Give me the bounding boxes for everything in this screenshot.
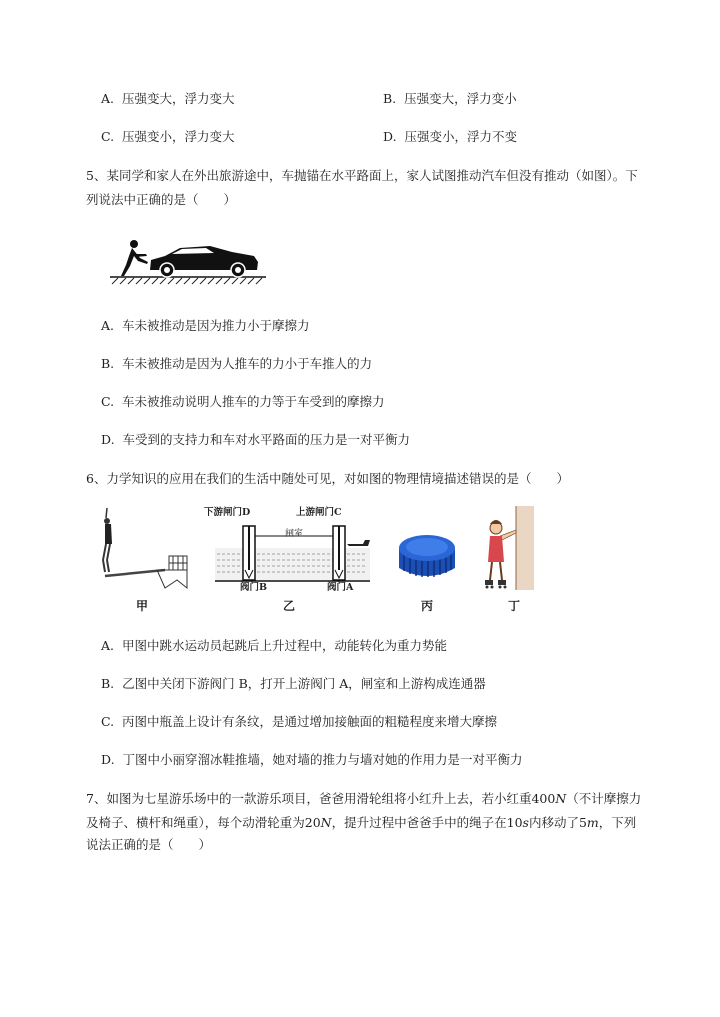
q6-option-c: C. 丙图中瓶盖上设计有条纹，是通过增加接触面的粗糙程度来增大摩擦 [101, 714, 498, 729]
car-push-figure [110, 236, 268, 290]
q6-option-a: A. 甲图中跳水运动员起跳后上升过程中，动能转化为重力势能 [101, 638, 447, 653]
q5-option-c: C. 车未被推动说明人推车的力等于车受到的摩擦力 [101, 394, 385, 409]
q5-option-a: A. 车未被推动是因为推力小于摩擦力 [101, 318, 310, 333]
q5-option-b: B. 车未被推动是因为人推车的力小于车推人的力 [101, 356, 373, 371]
q4-option-c: C. 压强变小，浮力变大 [101, 129, 235, 144]
label-chamber: 闸室 [285, 529, 304, 539]
q7-distance: 5 [578, 815, 587, 830]
caption-yi: 乙 [283, 599, 296, 613]
q6-option-b: B. 乙图中关闭下游阀门 B，打开上游阀门 A，闸室和上游构成连通器 [101, 676, 486, 691]
caption-jia: 甲 [136, 599, 149, 613]
q7-stem-line3: 说法正确的是（ ） [86, 837, 212, 852]
diver-figure [95, 508, 195, 590]
q5-option-d: D. 车受到的支持力和车对水平路面的压力是一对平衡力 [101, 432, 411, 447]
q6-option-d: D. 丁图中小丽穿溜冰鞋推墙，她对墙的推力与墙对她的作用力是一对平衡力 [101, 752, 523, 767]
q5-stem-line1: 5、某同学和家人在外出旅游途中，车抛锚在水平路面上，家人试图推动汽车但没有推动（如图）。下 [86, 168, 638, 183]
label-valve-b: 阀门B [240, 582, 268, 593]
q7-stem-line2: 及椅子、横杆和绳重），每个动滑轮重为20N，提升过程中爸爸手中的绳子在10s内移动了5m，下列 [86, 815, 637, 830]
label-up-gate: 上游闸门C [296, 507, 342, 518]
bottle-cap-figure [394, 520, 460, 586]
caption-ding: 丁 [508, 599, 521, 613]
girl-push-wall-figure [480, 506, 536, 594]
caption-bing: 丙 [421, 599, 434, 613]
q7-pulley-weight: 20 [304, 815, 321, 830]
label-down-gate: 下游闸门D [204, 507, 251, 518]
q4-option-a: A. 压强变大，浮力变大 [101, 91, 235, 106]
label-valve-a: 阀门A [327, 582, 354, 593]
q4-option-b: B. 压强变大，浮力变小 [383, 91, 517, 106]
q7-stem-line1: 7、如图为七星游乐场中的一款游乐项目，爸爸用滑轮组将小红升上去，若小红重400N（不计摩擦力 [86, 791, 642, 806]
q5-stem-line2: 列说法中正确的是（ ） [86, 192, 237, 207]
q6-stem: 6、力学知识的应用在我们的生活中随处可见，对如图的物理情境描述错误的是（ ） [86, 471, 569, 486]
q7-time: 10 [506, 815, 523, 830]
q7-weight: 400 [531, 791, 556, 806]
q4-option-d: D. 压强变小，浮力不变 [383, 129, 518, 144]
